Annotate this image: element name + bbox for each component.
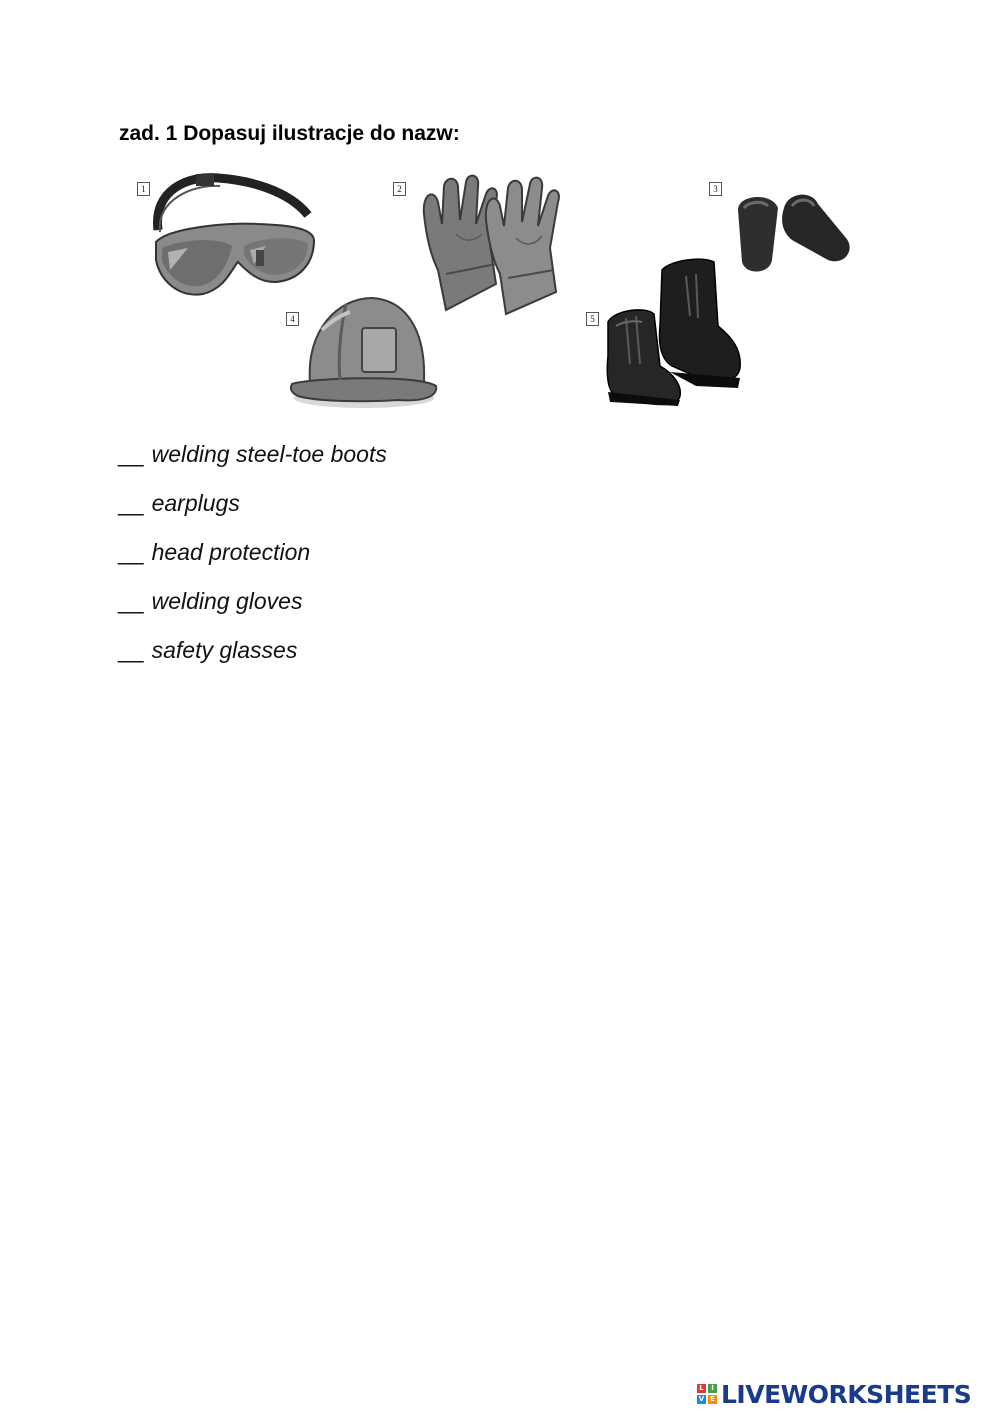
logo-letter-l: L <box>697 1384 706 1393</box>
answer-blank[interactable]: __ <box>118 637 144 663</box>
exercise-title: zad. 1 Dopasuj ilustracje do nazw: <box>119 122 460 145</box>
item-number-5: 5 <box>586 312 599 326</box>
answer-row[interactable] <box>118 536 387 585</box>
item-number-2: 2 <box>393 182 406 196</box>
answer-label: safety glasses <box>151 637 298 663</box>
answer-row[interactable] <box>118 634 387 683</box>
answer-label: earplugs <box>151 490 240 516</box>
item-number-1: 1 <box>137 182 150 196</box>
item-number-4: 4 <box>286 312 299 326</box>
logo-text: LIVEWORKSHEETS <box>721 1379 972 1409</box>
answer-blank[interactable]: __ <box>118 588 144 614</box>
logo-mark-icon <box>697 1384 717 1404</box>
logo-letter-i: I <box>708 1384 717 1393</box>
answer-label: welding steel-toe boots <box>151 441 387 467</box>
logo-letter-e: E <box>708 1395 717 1404</box>
answer-row[interactable] <box>118 487 387 536</box>
answer-list <box>118 438 387 683</box>
logo-letter-v: V <box>698 1395 705 1403</box>
answer-row[interactable] <box>118 585 387 634</box>
liveworksheets-logo <box>697 1379 971 1409</box>
item-number-3: 3 <box>709 182 722 196</box>
answer-label: welding gloves <box>151 588 303 614</box>
answer-label: head protection <box>151 539 311 565</box>
earplugs-icon <box>732 188 854 278</box>
safety-glasses-icon <box>148 170 320 300</box>
hard-hat-icon <box>288 290 440 415</box>
steel-toe-boots-icon <box>600 256 748 408</box>
answer-blank[interactable]: __ <box>118 441 144 467</box>
answer-blank[interactable]: __ <box>118 490 144 516</box>
answer-blank[interactable]: __ <box>118 539 144 565</box>
answer-row[interactable] <box>118 438 387 487</box>
